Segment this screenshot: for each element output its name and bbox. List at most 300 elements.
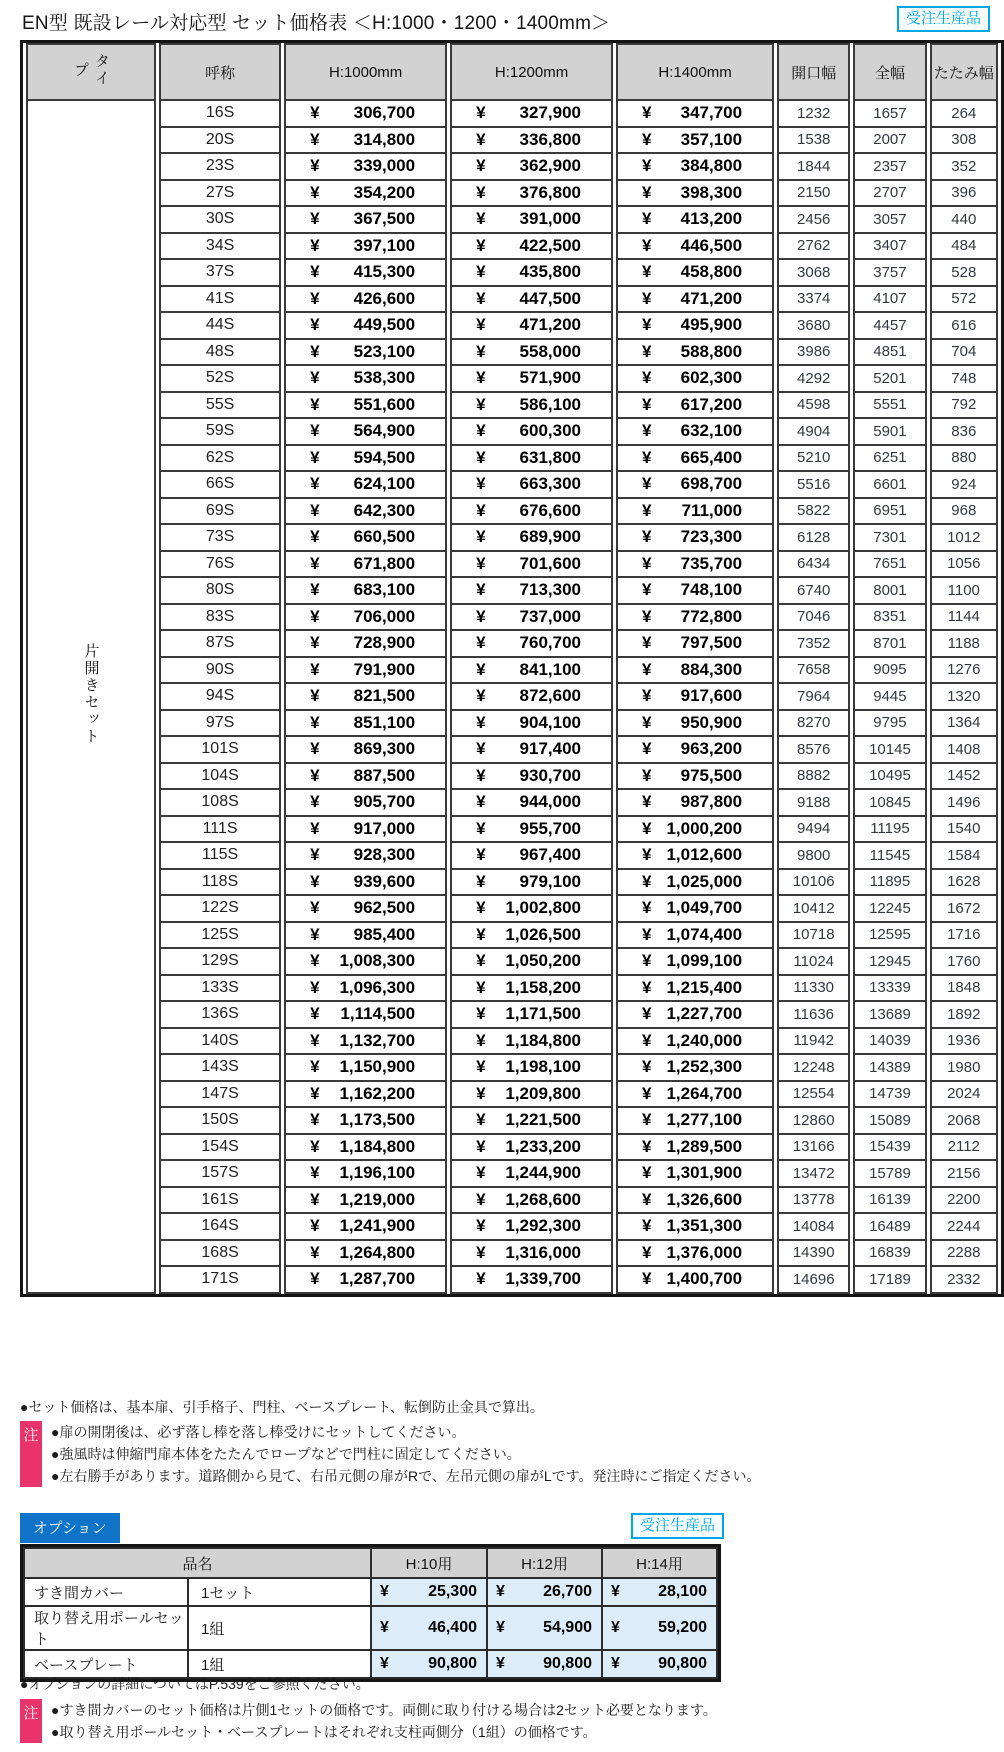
full-width-cell: 11195 bbox=[853, 817, 926, 844]
price-row bbox=[26, 128, 998, 155]
caution-item: ●すき間カバーのセット価格は片側1セットの価格です。両側に取り付ける場合は2セット必要となります。 bbox=[51, 1702, 717, 1718]
yen-sign: ¥ bbox=[642, 182, 652, 202]
price-value: 624,100 bbox=[353, 474, 416, 494]
model-name-cell: 41S bbox=[159, 287, 281, 314]
option-price-value: 90,800 bbox=[428, 1655, 477, 1672]
price-cell-h1000 bbox=[284, 1188, 447, 1215]
price-cell-h1000 bbox=[284, 790, 447, 817]
full-width-cell: 12945 bbox=[853, 949, 926, 976]
model-name-cell: 80S bbox=[159, 578, 281, 605]
price-row bbox=[26, 631, 998, 658]
price-row bbox=[26, 1161, 998, 1188]
yen-sign: ¥ bbox=[642, 129, 652, 149]
price-value: 413,200 bbox=[680, 209, 743, 229]
price-cell-h1200 bbox=[450, 287, 613, 314]
opening-width-cell: 11024 bbox=[777, 949, 850, 976]
opening-width-cell: 4598 bbox=[777, 393, 850, 420]
price-cell-h1200 bbox=[450, 896, 613, 923]
price-value: 917,000 bbox=[353, 818, 416, 838]
price-cell-h1200 bbox=[450, 1188, 613, 1215]
price-cell-h1400 bbox=[616, 101, 774, 128]
price-value: 987,800 bbox=[680, 792, 743, 812]
price-cell-h1200 bbox=[450, 128, 613, 155]
yen-sign: ¥ bbox=[310, 1163, 320, 1183]
price-cell-h1200 bbox=[450, 552, 613, 579]
caution-item: ●強風時は伸縮門扉本体をたたんでロープなどで門柱に固定してください。 bbox=[51, 1446, 521, 1462]
price-value: 928,300 bbox=[353, 845, 416, 865]
caution-item: ●左右勝手があります。道路側から見て、右吊元側の扉がRで、左吊元側の扉がLです。発注時にご指定ください。 bbox=[51, 1468, 761, 1484]
price-cell-h1000 bbox=[284, 340, 447, 367]
price-value: 917,400 bbox=[519, 739, 581, 759]
price-value: 1,221,500 bbox=[505, 1110, 581, 1130]
price-cell-h1400 bbox=[616, 1029, 774, 1056]
full-width-cell: 13689 bbox=[853, 1002, 926, 1029]
option-price-h10 bbox=[371, 1650, 487, 1678]
price-row bbox=[26, 1267, 998, 1294]
price-cell-h1000 bbox=[284, 631, 447, 658]
yen-sign: ¥ bbox=[642, 1083, 652, 1103]
folded-width-cell: 1100 bbox=[930, 578, 998, 605]
model-name-cell: 161S bbox=[159, 1188, 281, 1215]
price-cell-h1200 bbox=[450, 976, 613, 1003]
price-cell-h1400 bbox=[616, 1214, 774, 1241]
yen-sign: ¥ bbox=[476, 845, 486, 865]
folded-width-cell: 704 bbox=[930, 340, 998, 367]
price-cell-h1400 bbox=[616, 1267, 774, 1294]
price-cell-h1200 bbox=[450, 658, 613, 685]
price-value: 967,400 bbox=[519, 845, 581, 865]
opening-width-cell: 12248 bbox=[777, 1055, 850, 1082]
price-value: 594,500 bbox=[353, 447, 416, 467]
yen-sign: ¥ bbox=[642, 659, 652, 679]
yen-sign: ¥ bbox=[310, 341, 320, 361]
caution-item: ●扉の開閉後は、必ず落し棒を落し棒受けにセットしてください。 bbox=[51, 1424, 466, 1440]
price-value: 1,316,000 bbox=[505, 1242, 581, 1262]
price-value: 1,074,400 bbox=[666, 924, 743, 944]
yen-sign: ¥ bbox=[642, 924, 652, 944]
price-value: 449,500 bbox=[353, 315, 416, 335]
yen-sign: ¥ bbox=[642, 818, 652, 838]
yen-sign: ¥ bbox=[476, 1269, 486, 1289]
yen-sign: ¥ bbox=[642, 633, 652, 653]
price-cell-h1400 bbox=[616, 605, 774, 632]
price-value: 447,500 bbox=[519, 288, 581, 308]
full-width-cell: 15089 bbox=[853, 1108, 926, 1135]
price-value: 872,600 bbox=[519, 686, 581, 706]
model-name-cell: 69S bbox=[159, 499, 281, 526]
price-row bbox=[26, 154, 998, 181]
yen-sign: ¥ bbox=[476, 606, 486, 626]
price-row bbox=[26, 101, 998, 128]
option-unit: 1組 bbox=[188, 1606, 371, 1650]
full-width-cell: 3057 bbox=[853, 207, 926, 234]
model-name-cell: 125S bbox=[159, 923, 281, 950]
folded-width-cell: 792 bbox=[930, 393, 998, 420]
price-value: 1,132,700 bbox=[339, 1030, 416, 1050]
price-row bbox=[26, 843, 998, 870]
opening-width-cell: 1538 bbox=[777, 128, 850, 155]
col-header-h1000: H:1000mm bbox=[284, 43, 447, 101]
model-name-cell: 27S bbox=[159, 181, 281, 208]
price-row bbox=[26, 1002, 998, 1029]
yen-sign: ¥ bbox=[496, 1583, 505, 1600]
price-value: 701,600 bbox=[519, 553, 581, 573]
yen-sign: ¥ bbox=[642, 447, 652, 467]
price-value: 841,100 bbox=[519, 659, 581, 679]
price-value: 1,026,500 bbox=[505, 924, 581, 944]
price-value: 306,700 bbox=[353, 103, 416, 123]
price-value: 979,100 bbox=[519, 871, 581, 891]
price-value: 665,400 bbox=[680, 447, 743, 467]
model-name-cell: 171S bbox=[159, 1267, 281, 1294]
price-value: 398,300 bbox=[680, 182, 743, 202]
opening-width-cell: 5516 bbox=[777, 472, 850, 499]
yen-sign: ¥ bbox=[642, 156, 652, 176]
col-header-h1200: H:1200mm bbox=[450, 43, 613, 101]
price-row bbox=[26, 446, 998, 473]
price-value: 706,000 bbox=[353, 606, 416, 626]
yen-sign: ¥ bbox=[476, 580, 486, 600]
price-value: 905,700 bbox=[353, 792, 416, 812]
caution-item: ●取り替え用ポールセット・ベースプレートはそれぞれ支柱両側分（1組）の価格です。 bbox=[51, 1724, 597, 1740]
yen-sign: ¥ bbox=[642, 288, 652, 308]
price-cell-h1400 bbox=[616, 870, 774, 897]
option-name: ベースプレート bbox=[24, 1650, 188, 1678]
model-name-cell: 30S bbox=[159, 207, 281, 234]
yen-sign: ¥ bbox=[476, 421, 486, 441]
yen-sign: ¥ bbox=[310, 368, 320, 388]
full-width-cell: 3407 bbox=[853, 234, 926, 261]
opening-width-cell: 13472 bbox=[777, 1161, 850, 1188]
price-row bbox=[26, 1135, 998, 1162]
price-cell-h1400 bbox=[616, 737, 774, 764]
price-cell-h1000 bbox=[284, 234, 447, 261]
price-value: 760,700 bbox=[519, 633, 581, 653]
price-cell-h1200 bbox=[450, 419, 613, 446]
price-cell-h1200 bbox=[450, 949, 613, 976]
yen-sign: ¥ bbox=[642, 1216, 652, 1236]
model-name-cell: 44S bbox=[159, 313, 281, 340]
option-price-h14 bbox=[602, 1650, 717, 1678]
folded-width-cell: 2068 bbox=[930, 1108, 998, 1135]
price-cell-h1400 bbox=[616, 287, 774, 314]
opening-width-cell: 4904 bbox=[777, 419, 850, 446]
yen-sign: ¥ bbox=[476, 1004, 486, 1024]
full-width-cell: 5201 bbox=[853, 366, 926, 393]
full-width-cell: 10145 bbox=[853, 737, 926, 764]
folded-width-cell: 968 bbox=[930, 499, 998, 526]
price-cell-h1400 bbox=[616, 764, 774, 791]
price-value: 1,376,000 bbox=[666, 1242, 743, 1262]
col-header-folded-width: たたみ幅 bbox=[930, 43, 998, 101]
price-value: 397,100 bbox=[353, 235, 416, 255]
yen-sign: ¥ bbox=[476, 1083, 486, 1103]
price-row bbox=[26, 472, 998, 499]
price-value: 985,400 bbox=[353, 924, 416, 944]
opening-width-cell: 10412 bbox=[777, 896, 850, 923]
model-name-cell: 143S bbox=[159, 1055, 281, 1082]
price-cell-h1000 bbox=[284, 393, 447, 420]
price-cell-h1400 bbox=[616, 472, 774, 499]
price-value: 1,264,800 bbox=[339, 1242, 416, 1262]
price-cell-h1000 bbox=[284, 1241, 447, 1268]
col-header-type bbox=[26, 43, 156, 101]
yen-sign: ¥ bbox=[310, 553, 320, 573]
caution-block-options bbox=[20, 1699, 717, 1743]
price-value: 698,700 bbox=[680, 474, 743, 494]
price-value: 1,171,500 bbox=[505, 1004, 581, 1024]
yen-sign: ¥ bbox=[310, 262, 320, 282]
yen-sign: ¥ bbox=[611, 1655, 620, 1672]
yen-sign: ¥ bbox=[642, 474, 652, 494]
yen-sign: ¥ bbox=[642, 1004, 652, 1024]
price-cell-h1400 bbox=[616, 181, 774, 208]
yen-sign: ¥ bbox=[310, 1083, 320, 1103]
yen-sign: ¥ bbox=[476, 659, 486, 679]
price-cell-h1000 bbox=[284, 1161, 447, 1188]
yen-sign: ¥ bbox=[476, 1216, 486, 1236]
price-cell-h1400 bbox=[616, 207, 774, 234]
yen-sign: ¥ bbox=[642, 765, 652, 785]
price-row bbox=[26, 1214, 998, 1241]
yen-sign: ¥ bbox=[476, 686, 486, 706]
price-value: 1,339,700 bbox=[505, 1269, 581, 1289]
option-unit: 1セット bbox=[188, 1578, 371, 1606]
price-value: 1,277,100 bbox=[666, 1110, 743, 1130]
price-cell-h1400 bbox=[616, 923, 774, 950]
folded-width-cell: 1760 bbox=[930, 949, 998, 976]
price-cell-h1400 bbox=[616, 552, 774, 579]
price-cell-h1400 bbox=[616, 1161, 774, 1188]
caution-lines bbox=[51, 1699, 717, 1743]
price-cell-h1000 bbox=[284, 1029, 447, 1056]
price-value: 904,100 bbox=[519, 712, 581, 732]
option-row bbox=[24, 1578, 717, 1606]
folded-width-cell: 1980 bbox=[930, 1055, 998, 1082]
price-value: 950,900 bbox=[680, 712, 743, 732]
price-cell-h1400 bbox=[616, 843, 774, 870]
opening-width-cell: 10718 bbox=[777, 923, 850, 950]
yen-sign: ¥ bbox=[476, 739, 486, 759]
price-cell-h1200 bbox=[450, 366, 613, 393]
model-name-cell: 122S bbox=[159, 896, 281, 923]
folded-width-cell: 1716 bbox=[930, 923, 998, 950]
price-cell-h1200 bbox=[450, 154, 613, 181]
opening-width-cell: 12554 bbox=[777, 1082, 850, 1109]
price-value: 617,200 bbox=[680, 394, 743, 414]
option-price-h12 bbox=[487, 1650, 602, 1678]
yen-sign: ¥ bbox=[476, 341, 486, 361]
price-cell-h1000 bbox=[284, 1267, 447, 1294]
yen-sign: ¥ bbox=[476, 871, 486, 891]
price-cell-h1200 bbox=[450, 790, 613, 817]
option-price-h14 bbox=[602, 1606, 717, 1650]
model-name-cell: 168S bbox=[159, 1241, 281, 1268]
price-value: 723,300 bbox=[680, 527, 743, 547]
yen-sign: ¥ bbox=[476, 977, 486, 997]
price-value: 631,800 bbox=[519, 447, 581, 467]
folded-width-cell: 748 bbox=[930, 366, 998, 393]
opening-width-cell: 7964 bbox=[777, 684, 850, 711]
yen-sign: ¥ bbox=[642, 1189, 652, 1209]
price-cell-h1400 bbox=[616, 684, 774, 711]
option-price-value: 54,900 bbox=[543, 1619, 592, 1636]
options-made-to-order-badge: 受注生産品 bbox=[631, 1513, 724, 1539]
full-width-cell: 7301 bbox=[853, 525, 926, 552]
price-value: 538,300 bbox=[353, 368, 416, 388]
full-width-cell: 9795 bbox=[853, 711, 926, 738]
yen-sign: ¥ bbox=[476, 527, 486, 547]
price-value: 821,500 bbox=[353, 686, 416, 706]
yen-sign: ¥ bbox=[642, 739, 652, 759]
opening-width-cell: 7046 bbox=[777, 605, 850, 632]
folded-width-cell: 1584 bbox=[930, 843, 998, 870]
opening-width-cell: 3374 bbox=[777, 287, 850, 314]
yen-sign: ¥ bbox=[476, 1136, 486, 1156]
price-cell-h1200 bbox=[450, 260, 613, 287]
price-cell-h1000 bbox=[284, 843, 447, 870]
model-name-cell: 48S bbox=[159, 340, 281, 367]
price-value: 660,500 bbox=[353, 527, 416, 547]
yen-sign: ¥ bbox=[310, 1216, 320, 1236]
price-value: 791,900 bbox=[353, 659, 416, 679]
option-unit: 1組 bbox=[188, 1650, 371, 1678]
opening-width-cell: 7658 bbox=[777, 658, 850, 685]
yen-sign: ¥ bbox=[642, 1057, 652, 1077]
yen-sign: ¥ bbox=[310, 924, 320, 944]
price-value: 471,200 bbox=[519, 315, 581, 335]
price-cell-h1000 bbox=[284, 366, 447, 393]
price-row bbox=[26, 737, 998, 764]
model-name-cell: 150S bbox=[159, 1108, 281, 1135]
price-value: 446,500 bbox=[680, 235, 743, 255]
price-cell-h1200 bbox=[450, 393, 613, 420]
yen-sign: ¥ bbox=[310, 606, 320, 626]
price-row bbox=[26, 499, 998, 526]
price-row bbox=[26, 181, 998, 208]
opt-col-header-name: 品名 bbox=[24, 1548, 371, 1578]
price-cell-h1200 bbox=[450, 234, 613, 261]
price-row bbox=[26, 764, 998, 791]
yen-sign: ¥ bbox=[476, 1030, 486, 1050]
caution-lines bbox=[51, 1421, 761, 1487]
price-cell-h1400 bbox=[616, 446, 774, 473]
price-cell-h1000 bbox=[284, 525, 447, 552]
folded-width-cell: 616 bbox=[930, 313, 998, 340]
price-value: 426,600 bbox=[353, 288, 416, 308]
yen-sign: ¥ bbox=[496, 1619, 505, 1636]
full-width-cell: 11545 bbox=[853, 843, 926, 870]
opening-width-cell: 7352 bbox=[777, 631, 850, 658]
yen-sign: ¥ bbox=[642, 1163, 652, 1183]
col-header-full-width: 全幅 bbox=[853, 43, 926, 101]
opening-width-cell: 11942 bbox=[777, 1029, 850, 1056]
opening-width-cell: 14084 bbox=[777, 1214, 850, 1241]
options-detail-note: ●オプションの詳細についてはP.539をご参照ください。 bbox=[20, 1676, 370, 1692]
price-value: 1,219,000 bbox=[339, 1189, 416, 1209]
price-value: 1,268,600 bbox=[505, 1189, 581, 1209]
yen-sign: ¥ bbox=[476, 447, 486, 467]
price-cell-h1200 bbox=[450, 684, 613, 711]
yen-sign: ¥ bbox=[476, 156, 486, 176]
price-cell-h1400 bbox=[616, 578, 774, 605]
yen-sign: ¥ bbox=[310, 845, 320, 865]
price-value: 737,000 bbox=[519, 606, 581, 626]
price-value: 558,000 bbox=[519, 341, 581, 361]
folded-width-cell: 264 bbox=[930, 101, 998, 128]
yen-sign: ¥ bbox=[476, 553, 486, 573]
yen-sign: ¥ bbox=[476, 474, 486, 494]
option-price-h12 bbox=[487, 1606, 602, 1650]
price-value: 930,700 bbox=[519, 765, 581, 785]
full-width-cell: 14389 bbox=[853, 1055, 926, 1082]
price-row bbox=[26, 1188, 998, 1215]
main-header-row bbox=[26, 43, 998, 101]
full-width-cell: 1657 bbox=[853, 101, 926, 128]
price-value: 1,008,300 bbox=[339, 951, 416, 971]
price-row bbox=[26, 207, 998, 234]
price-value: 1,114,500 bbox=[340, 1004, 416, 1024]
yen-sign: ¥ bbox=[611, 1583, 620, 1600]
price-cell-h1400 bbox=[616, 419, 774, 446]
price-cell-h1400 bbox=[616, 154, 774, 181]
folded-width-cell: 880 bbox=[930, 446, 998, 473]
full-width-cell: 10495 bbox=[853, 764, 926, 791]
yen-sign: ¥ bbox=[642, 792, 652, 812]
price-cell-h1000 bbox=[284, 419, 447, 446]
col-header-name: 呼称 bbox=[159, 43, 281, 101]
yen-sign: ¥ bbox=[642, 1242, 652, 1262]
price-value: 671,800 bbox=[353, 553, 416, 573]
opening-width-cell: 1232 bbox=[777, 101, 850, 128]
price-row bbox=[26, 817, 998, 844]
price-cell-h1000 bbox=[284, 552, 447, 579]
folded-width-cell: 2200 bbox=[930, 1188, 998, 1215]
full-width-cell: 7651 bbox=[853, 552, 926, 579]
model-name-cell: 55S bbox=[159, 393, 281, 420]
folded-width-cell: 2288 bbox=[930, 1241, 998, 1268]
opening-width-cell: 6740 bbox=[777, 578, 850, 605]
options-table bbox=[23, 1547, 718, 1679]
options-table-wrap bbox=[20, 1544, 721, 1682]
price-value: 602,300 bbox=[680, 368, 743, 388]
price-value: 632,100 bbox=[680, 421, 743, 441]
price-row bbox=[26, 658, 998, 685]
main-price-table bbox=[23, 43, 1001, 1294]
model-name-cell: 94S bbox=[159, 684, 281, 711]
price-value: 1,000,200 bbox=[666, 818, 743, 838]
price-cell-h1000 bbox=[284, 1055, 447, 1082]
yen-sign: ¥ bbox=[310, 765, 320, 785]
full-width-cell: 6251 bbox=[853, 446, 926, 473]
yen-sign: ¥ bbox=[642, 1030, 652, 1050]
price-cell-h1200 bbox=[450, 1082, 613, 1109]
opening-width-cell: 1844 bbox=[777, 154, 850, 181]
price-cell-h1000 bbox=[284, 287, 447, 314]
price-value: 735,700 bbox=[680, 553, 743, 573]
caution-badge: 注 bbox=[20, 1421, 42, 1487]
yen-sign: ¥ bbox=[642, 394, 652, 414]
folded-width-cell: 352 bbox=[930, 154, 998, 181]
option-price-h10 bbox=[371, 1606, 487, 1650]
yen-sign: ¥ bbox=[476, 103, 486, 123]
price-cell-h1400 bbox=[616, 525, 774, 552]
full-width-cell: 17189 bbox=[853, 1267, 926, 1294]
price-value: 711,000 bbox=[681, 500, 743, 520]
model-name-cell: 83S bbox=[159, 605, 281, 632]
yen-sign: ¥ bbox=[642, 898, 652, 918]
option-price-value: 90,800 bbox=[658, 1655, 707, 1672]
